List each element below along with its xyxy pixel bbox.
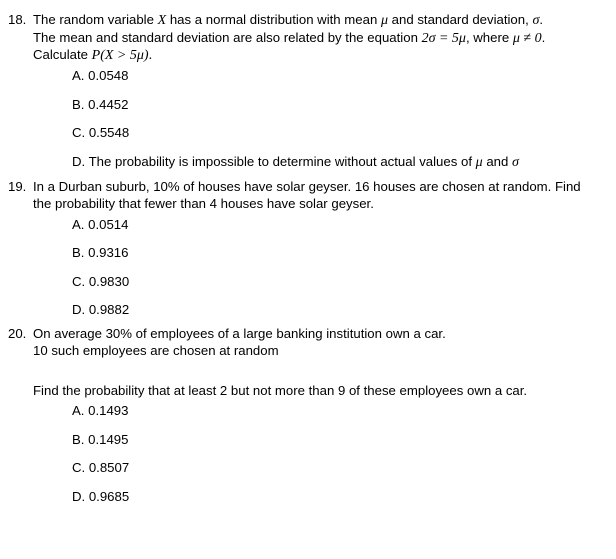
math-equation: 2σ = 5μ bbox=[421, 31, 466, 46]
option-c[interactable]: C. 0.8507 bbox=[72, 460, 130, 475]
option-d[interactable] bbox=[72, 154, 519, 171]
math-mu: μ bbox=[380, 13, 388, 28]
question-number: 18. bbox=[8, 12, 27, 27]
question-stem-line: Find the probability that at least 2 but not more than 9 of these employees own a car. bbox=[33, 383, 528, 398]
question-number: 20. bbox=[8, 326, 27, 341]
math-variable: X bbox=[157, 13, 167, 28]
stem-text: . bbox=[539, 12, 544, 27]
option-a[interactable]: A. 0.0514 bbox=[72, 217, 129, 232]
question-stem-line: the probability that fewer than 4 houses have solar geyser. bbox=[33, 196, 374, 211]
option-b[interactable]: B. 0.4452 bbox=[72, 97, 129, 112]
option-b[interactable]: B. 0.9316 bbox=[72, 245, 129, 260]
option-d[interactable]: D. 0.9882 bbox=[72, 302, 130, 317]
stem-text: , where bbox=[465, 30, 513, 45]
option-b[interactable]: B. 0.1495 bbox=[72, 432, 129, 447]
question-stem-line: 10 such employees are chosen at random bbox=[33, 343, 279, 358]
question-stem-line bbox=[33, 30, 545, 47]
math-mu: μ bbox=[475, 155, 483, 170]
option-text: D. The probability is impossible to determine without actual values of bbox=[72, 154, 472, 169]
question-stem-line: In a Durban suburb, 10% of houses have solar geyser. 16 houses are chosen at random. Find bbox=[33, 179, 581, 194]
question-stem-line: On average 30% of employees of a large banking institution own a car. bbox=[33, 326, 446, 341]
option-text: and bbox=[482, 154, 513, 169]
stem-text: . bbox=[541, 30, 546, 45]
stem-text: and standard deviation, bbox=[388, 12, 533, 27]
option-c[interactable]: C. 0.9830 bbox=[72, 274, 130, 289]
question-stem-line bbox=[33, 47, 152, 64]
stem-text: has a normal distribution with mean bbox=[166, 12, 381, 27]
stem-text: The random variable bbox=[33, 12, 158, 27]
option-a[interactable]: A. 0.0548 bbox=[72, 68, 129, 83]
question-stem-line bbox=[33, 12, 543, 29]
option-d[interactable]: D. 0.9685 bbox=[72, 489, 130, 504]
question-number: 19. bbox=[8, 179, 27, 194]
option-c[interactable]: C. 0.5548 bbox=[72, 125, 130, 140]
stem-text: The mean and standard deviation are also related by the equation bbox=[33, 30, 422, 45]
math-sigma: σ bbox=[512, 155, 519, 170]
math-condition: μ ≠ 0 bbox=[512, 31, 542, 46]
stem-text: . bbox=[148, 48, 153, 63]
math-expression: P(X > 5μ) bbox=[91, 48, 149, 63]
math-sigma: σ bbox=[532, 13, 540, 28]
stem-text: Calculate bbox=[33, 47, 92, 62]
option-a[interactable]: A. 0.1493 bbox=[72, 403, 129, 418]
